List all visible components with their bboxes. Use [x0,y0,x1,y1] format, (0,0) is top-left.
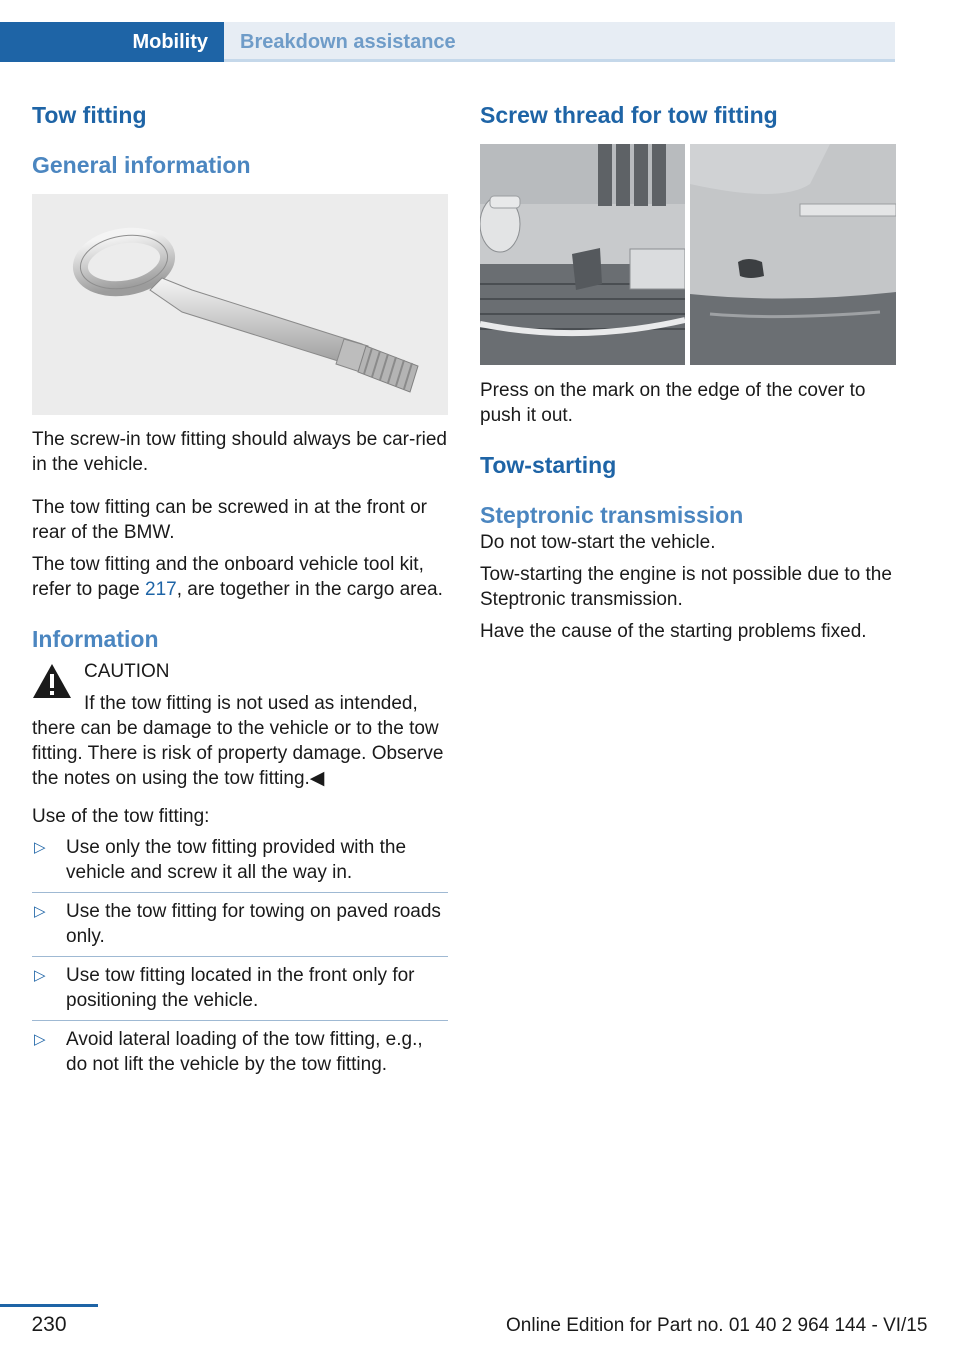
header-rule [224,59,895,62]
steptronic-paragraph-2: Tow-starting the engine is not possible due to the Steptronic transmission. [480,564,892,610]
information-heading: Information [32,626,159,652]
paragraph-tool-kit [32,552,448,602]
warning-triangle-icon [32,663,72,699]
use-heading: Use of the tow fitting: [32,806,210,827]
paragraph-front-rear: The tow fitting can be screwed in at the front or rear of the BMW. [32,497,427,543]
list-item [32,835,448,892]
list-item-text: Use only the tow fitting provided with the vehicle and screw it all the way in. [66,837,407,883]
list-item-text: Use tow fitting located in the front only for positioning the vehicle. [66,965,415,1011]
tow-eye-illustration [32,194,448,415]
list-divider [32,1020,448,1021]
triangle-bullet-icon: ▷ [34,903,46,920]
caution-block [32,659,448,716]
list-item [32,1027,448,1084]
list-item-text: Use the tow fitting for towing on paved roads only. [66,901,441,947]
list-item-text: Avoid lateral loading of the tow fitting, e.g., do not lift the vehicle by the tow fitting. [66,1029,423,1075]
footer-rule [0,1304,98,1307]
subsection-tab[interactable]: Breakdown assistance [224,22,895,62]
list-item [32,963,448,1020]
caution-title: CAUTION [84,661,170,682]
list-item [32,899,448,956]
triangle-bullet-icon: ▷ [34,839,46,856]
left-column [32,100,448,1084]
right-column [480,100,896,644]
tow-fitting-title: Tow fitting [32,102,147,128]
bumper-illustration [480,144,896,365]
steptronic-paragraph-1: Do not tow-start the vehicle. [480,532,716,553]
caution-text-continued: there can be damage to the vehicle or to the tow fitting. There is risk of property damage. Observe the notes on using the tow fitting.◀ [32,718,444,789]
caution-first-line: If the tow fitting is not used as intended, [84,693,418,714]
triangle-bullet-icon: ▷ [34,1031,46,1048]
section-tab[interactable]: Mobility [0,22,224,62]
page-link-217[interactable]: 217 [145,579,177,600]
general-information-heading: General information [32,152,251,178]
paragraph-carry: The screw-in tow fitting should always be car‐ried in the vehicle. [32,429,448,475]
triangle-bullet-icon: ▷ [34,967,46,984]
list-divider [32,956,448,957]
tool-kit-text-a: The tow fitting and the onboard vehicle tool kit, refer to page [32,554,424,600]
thread-instruction: Press on the mark on the edge of the cover to push it out. [480,380,866,426]
tow-fitting-image [32,194,448,415]
list-divider [32,892,448,893]
usage-list [32,835,448,1084]
edition-note: Online Edition for Part no. 01 40 2 964 144 - VI/15 [506,1315,928,1336]
steptronic-paragraph-3: Have the cause of the starting problems fixed. [480,621,867,642]
tool-kit-text-b: , are together in the cargo area. [176,579,443,600]
steptronic-heading: Steptronic transmission [480,502,744,528]
page-number: 230 [31,1313,67,1336]
tow-starting-heading: Tow-starting [480,452,617,478]
bumper-image [480,144,896,365]
page-header [0,22,895,62]
screw-thread-heading: Screw thread for tow fitting [480,102,778,128]
